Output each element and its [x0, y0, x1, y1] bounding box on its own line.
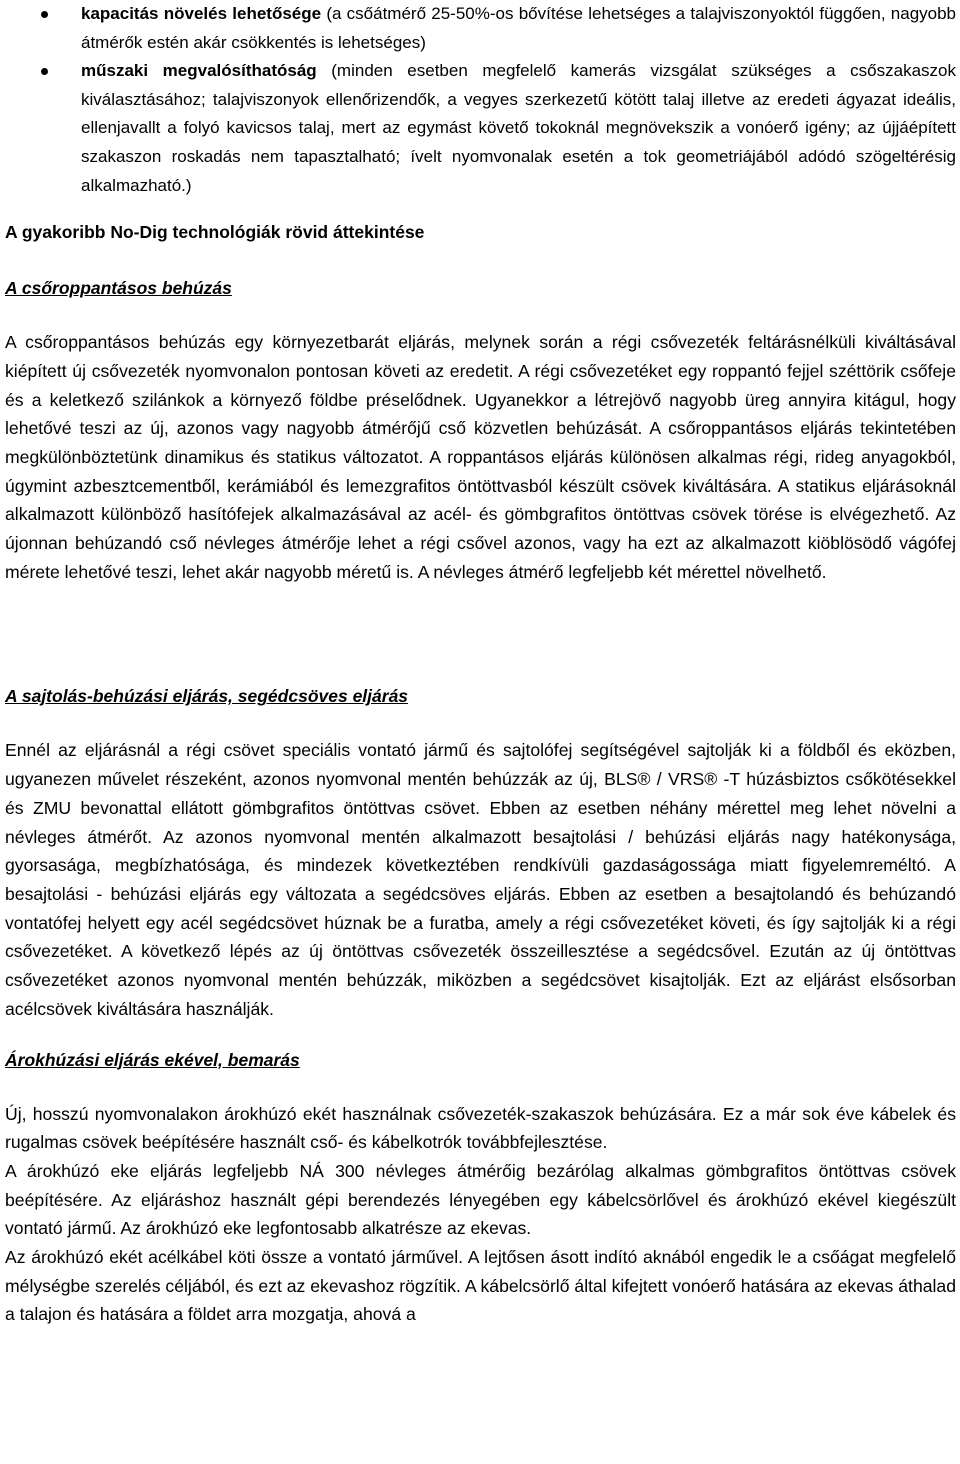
bullet-lead: műszaki megvalósíthatóság	[81, 61, 317, 81]
bullet-lead: kapacitás növelés lehetősége	[81, 4, 322, 23]
bullet-dot-icon	[41, 68, 48, 75]
document-page	[5, 0, 956, 1329]
section-heading-trench-plough: Árokhúzási eljárás ekével, bemarás	[5, 1049, 300, 1070]
section-heading-pipe-bursting: A csőroppantásos behúzás	[5, 278, 232, 299]
section-heading-press-pull: A sajtolás-behúzási eljárás, segédcsöves eljárás	[5, 686, 409, 707]
bullet-item-capacity	[5, 0, 956, 57]
bullet-item-feasibility	[5, 57, 956, 200]
bullet-list	[5, 0, 956, 200]
section-heading-overview: A gyakoribb No-Dig technológiák rövid áttekintése	[5, 222, 425, 243]
bullet-text	[81, 57, 956, 200]
bullet-body: (minden esetben megfelelő kamerás vizsgálat szükséges a csőszakaszok kiválasztásához; talajviszonyok ellenőrizendők, a vegyes szerkezetű kötött talaj illetve az eredeti ágyazat ideális, ellenjavallt a folyó kavicsos talaj, mert az egymást követő tokoknál megnövekszik a vonóerő igény; az újjáépített szakaszon roskadás nem tapasztalható; ívelt nyomvonalak esetén a tok geometriájából adódó szögeltérésig alkalmazható.)	[81, 61, 956, 195]
paragraph-trench-plough-2: A árokhúzó eke eljárás legfeljebb NÁ 300 névleges átmérőig bezárólag alkalmas gömbgrafitos öntöttvas csövek beépítésére. Az eljáráshoz használt gépi berendezés lényegében egy kábelcsörlővel és árokhúzó ekével kiegészült vontató jármű. Az árokhúzó eke legfontosabb alkatrésze az ekevas.	[5, 1160, 956, 1239]
paragraph-press-pull: Ennél az eljárásnál a régi csövet speciális vontató jármű és sajtolófej segítségével sajtolják ki a földből és eközben, ugyanezen művelet részeként, azonos nyomvonal mentén behúzzák az új, BLS® / VRS® -T húzásbiztos csőkötésekkel és ZMU bevonattal ellátott gömbgrafitos öntöttvas csövet. Ebben az esetben néhány mérettel meg lehet növelni a névleges átmérőt. Az azonos nyomvonal mentén alkalmazott besajtolási / behúzási eljárás nagy hatékonysága, gyorsasága, megbízhatósága, és mindezek következtében rendkívüli gazdaságossága miatt figyelemreméltó. A besajtolási - behúzási eljárás egy változata a segédcsöves eljárás. Ebben az esetben a besajtolandó és behúzandó vontatófej helyett egy acél segédcsövet húznak be a furatba, amely a régi csővezetéket követi, és így sajtolják ki a régi csővezetéket. A következő lépés az új öntöttvas csővezeték összeillesztése a segédcsővel. Ezután az új öntöttvas csővezetéket azonos nyomvonal mentén behúzzák, miközben a segédcsövet kisajtolják. Ezt az eljárást elsősorban acélcsövek kiváltására használják.	[5, 740, 956, 1019]
paragraph-trench-plough-3: Az árokhúzó ekét acélkábel köti össze a vontató járművel. A lejtősen ásott indító aknából engedik le a csőágat megfelelő mélységbe szerelés céljából, és ezt az ekevashoz rögzítik. A kábelcsörlő által kifejtett vonóerő hatására az ekevas áthalad a talajon és hatására a földet arra mozgatja, ahová a	[5, 1247, 956, 1325]
bullet-dot-icon	[41, 11, 48, 18]
paragraph-trench-plough-1: Új, hosszú nyomvonalakon árokhúzó ekét használnak csővezeték-szakaszok behúzására. Ez a már sok éve kábelek és rugalmas csövek beépítésére használt cső- és kábelkotrók továbbfejlesztése.	[5, 1103, 956, 1153]
bullet-body: (a csőátmérő 25-50%-os bővítése lehetséges a talajviszonyoktól függően, nagyobb átmérők estén akár csökkentés is lehetséges)	[81, 4, 957, 52]
bullet-text	[81, 0, 956, 57]
paragraph-pipe-bursting: A csőroppantásos behúzás egy környezetbarát eljárás, melynek során a régi csővezeték feltárásnélküli kiváltásával kiépített új csővezeték nyomvonalon pontosan követi az eredetit. A régi csővezetéket egy roppantó fejjel széttörik csőfeje és a keletkező szilánkok a környező földbe préselődnek. Ugyanekkor a létrejövő nagyobb üreg annyira kitágul, hogy lehetővé teszi az új, azonos vagy nagyobb átmérőjű cső közvetlen behúzását. A csőroppantásos eljárás tekintetében megkülönböztetünk dinamikus és statikus változatot. A roppantásos eljárás különösen alkalmas régi, rideg anyagokból, úgymint azbesztcementből, kerámiából és lemezgrafitos öntöttvasból készült csövek kiváltására. A statikus eljárásoknál alkalmazott különböző hasítófejek alkalmazásával az acél- és gömbgrafitos öntöttvas csövek törése is elvégezhető. Az újonnan behúzandó cső névleges átmérője lehet a régi csővel azonos, vagy ha ezt az alkalmazott kiöblösödő vágófej mérete lehetővé teszi, lehet akár nagyobb méretű is. A névleges átmérő legfeljebb két mérettel növelhető.	[5, 332, 956, 582]
